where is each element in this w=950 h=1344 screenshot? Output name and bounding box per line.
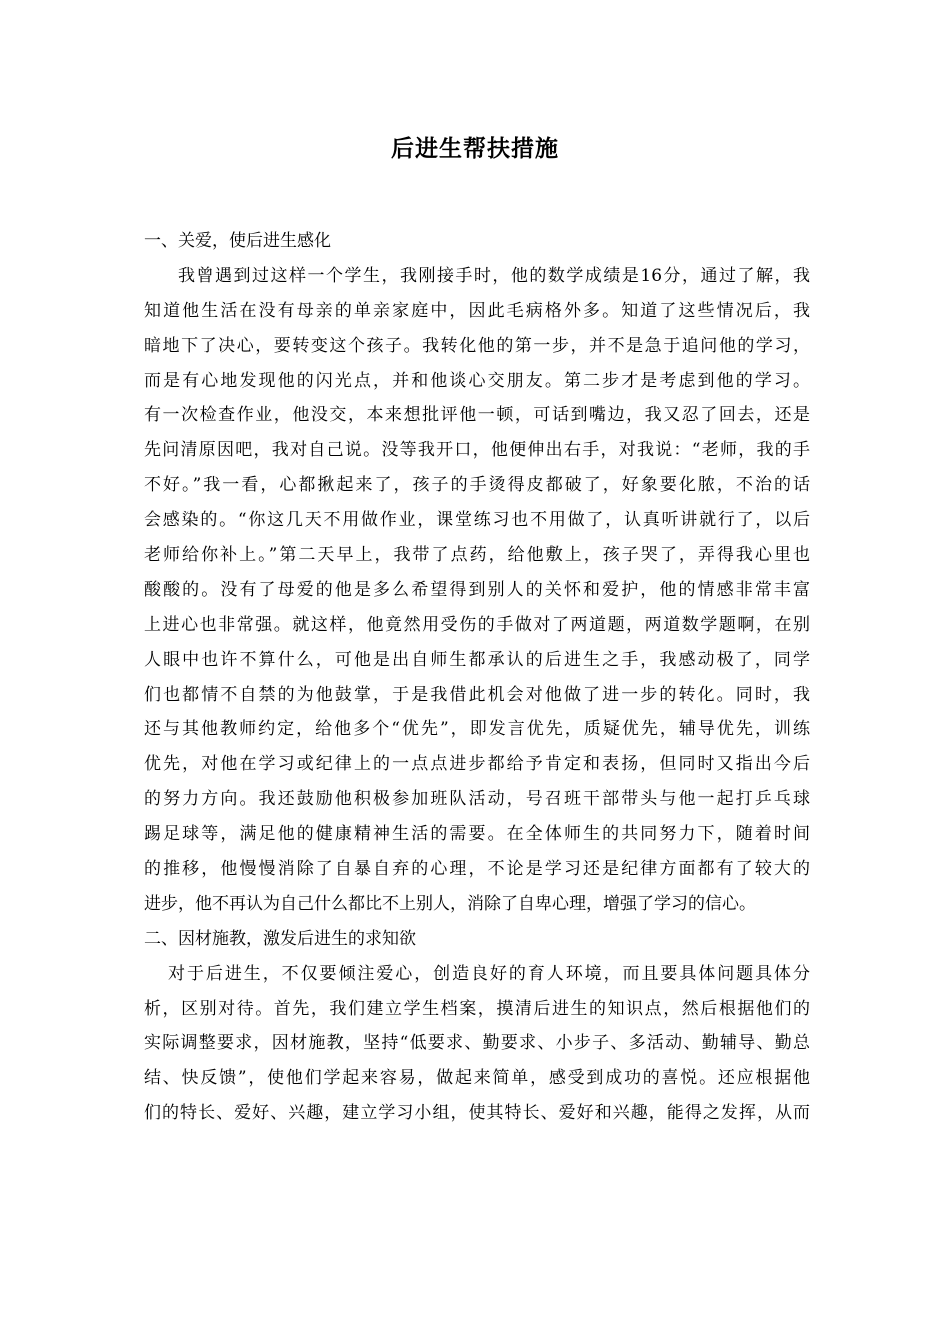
document-body bbox=[144, 224, 810, 1131]
paragraph-line: 不好。”我一看，心都揪起来了，孩子的手烫得皮都破了，好象要化脓，不治的话 bbox=[144, 475, 810, 496]
paragraph-line: 结、快反馈”，使他们学起来容易，做起来简单，感受到成功的喜悦。还应根据他 bbox=[144, 1068, 810, 1089]
paragraph-line: 们也都情不自禁的为他鼓掌，于是我借此机会对他做了进一步的转化。同时，我 bbox=[144, 684, 810, 705]
paragraph-line: 对于后进生，不仅要倾注爱心，创造良好的育人环境，而且要具体问题具体分 bbox=[168, 963, 810, 984]
section-2-paragraph bbox=[144, 957, 810, 1131]
paragraph-line: 的推移，他慢慢消除了自暴自弃的心理，不论是学习还是纪律方面都有了较大的 bbox=[144, 859, 810, 880]
paragraph-line: 我曾遇到过这样一个学生，我刚接手时，他的数学成绩是16分，通过了解，我 bbox=[178, 265, 810, 286]
paragraph-line: 上进心也非常强。就这样，他竟然用受伤的手做对了两道题，两道数学题啊，在别 bbox=[144, 614, 810, 635]
section-1-paragraph bbox=[144, 259, 810, 922]
paragraph-line: 而是有心地发现他的闪光点，并和他谈心交朋友。第二步才是考虑到他的学习。 bbox=[144, 370, 810, 391]
paragraph-line: 优先，对他在学习或纪律上的一点点进步都给予肯定和表扬，但同时又指出今后 bbox=[144, 754, 810, 775]
paragraph-line: 会感染的。“你这几天不用做作业，课堂练习也不用做了，认真听讲就行了，以后 bbox=[144, 510, 810, 531]
paragraph-line: 暗地下了决心，要转变这个孩子。我转化他的第一步，并不是急于追问他的学习， bbox=[144, 335, 810, 356]
paragraph-line: 还与其他教师约定，给他多个“优先”，即发言优先，质疑优先，辅导优先，训练 bbox=[144, 719, 810, 740]
section-2-heading: 二、因材施教，激发后进生的求知欲 bbox=[144, 928, 416, 949]
paragraph-line: 酸酸的。没有了母爱的他是多么希望得到别人的关怀和爱护，他的情感非常丰富 bbox=[144, 579, 810, 600]
paragraph-line: 们的特长、爱好、兴趣，建立学习小组，使其特长、爱好和兴趣，能得之发挥，从而 bbox=[144, 1103, 810, 1124]
paragraph-line: 先问清原因吧，我对自己说。没等我开口，他便伸出右手，对我说：“老师，我的手 bbox=[144, 440, 810, 461]
section-1-heading: 一、关爱，使后进生感化 bbox=[144, 231, 331, 251]
paragraph-line: 实际调整要求，因材施教，坚持“低要求、勤要求、小步子、多活动、勤辅导、勤总 bbox=[144, 1033, 810, 1054]
document-title: 后进生帮扶措施 bbox=[391, 135, 559, 162]
paragraph-line: 踢足球等，满足他的健康精神生活的需要。在全体师生的共同努力下，随着时间 bbox=[144, 824, 810, 845]
paragraph-line: 知道他生活在没有母亲的单亲家庭中，因此毛病格外多。知道了这些情况后，我 bbox=[144, 300, 810, 321]
paragraph-line: 进步，他不再认为自己什么都比不上别人，消除了自卑心理，增强了学习的信心。 bbox=[144, 893, 756, 914]
paragraph-line: 人眼中也许不算什么，可他是出自师生都承认的后进生之手，我感动极了，同学 bbox=[144, 649, 810, 670]
paragraph-line: 有一次检查作业，他没交，本来想批评他一顿，可话到嘴边，我又忍了回去，还是 bbox=[144, 405, 810, 426]
paragraph-line: 的努力方向。我还鼓励他积极参加班队活动，号召班干部带头与他一起打乒乓球 bbox=[144, 789, 810, 810]
paragraph-line: 析，区别对待。首先，我们建立学生档案，摸清后进生的知识点，然后根据他们的 bbox=[144, 998, 810, 1019]
paragraph-line: 老师给你补上。”第二天早上，我带了点药，给他敷上，孩子哭了，弄得我心里也 bbox=[144, 545, 810, 566]
